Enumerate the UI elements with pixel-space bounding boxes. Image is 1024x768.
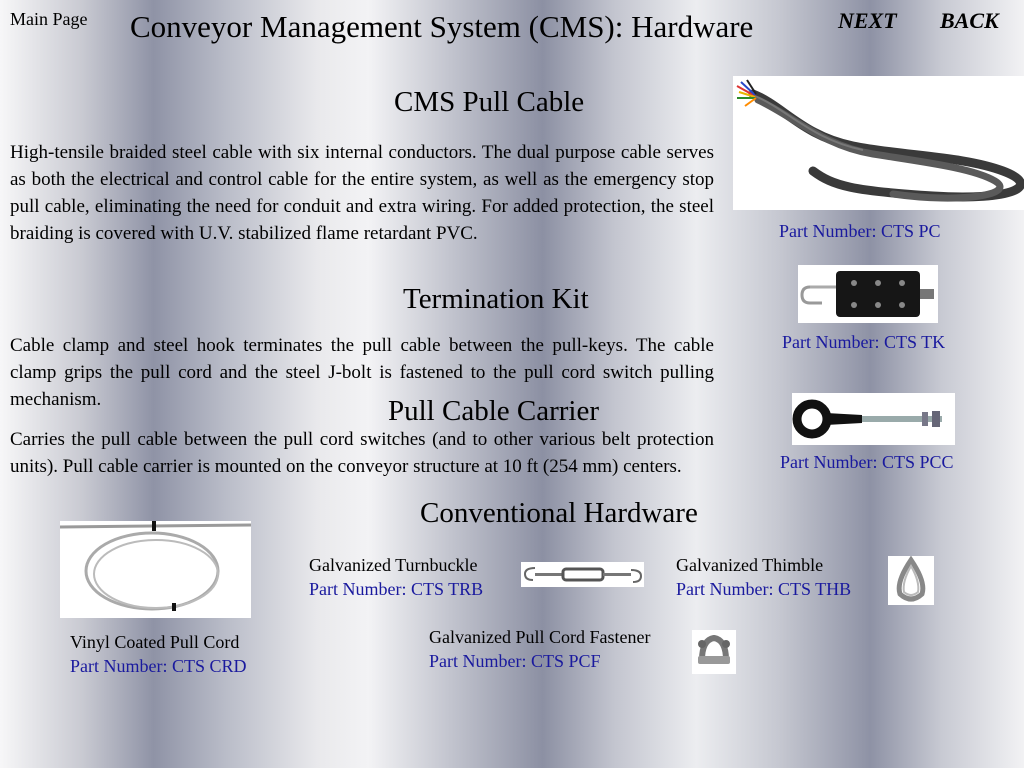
fastener-label	[429, 625, 650, 673]
turnbuckle-label	[309, 553, 483, 601]
pull-cable-image	[733, 76, 1024, 210]
thimble-label	[676, 553, 851, 601]
fastener-part-number: Part Number: CTS PCF	[429, 651, 601, 671]
turnbuckle-image	[521, 562, 644, 587]
carrier-heading: Pull Cable Carrier	[388, 395, 600, 427]
back-link[interactable]: BACK	[940, 8, 999, 33]
fastener-name: Galvanized Pull Cord Fastener	[429, 627, 651, 647]
termination-kit-part-number: Part Number: CTS TK	[782, 332, 946, 352]
carrier-description: Carries the pull cable between the pull cord switches (and to other various belt protection units). Pull cable carrier is mounted on the conveyor structure at 10 ft (254 mm) centers.	[10, 429, 714, 477]
thimble-part-number: Part Number: CTS THB	[676, 579, 852, 599]
page-title: Conveyor Management System (CMS): Hardware	[130, 9, 754, 44]
conventional-hardware-heading: Conventional Hardware	[420, 497, 698, 529]
pull-cord-image	[60, 521, 251, 618]
main-page-link[interactable]: Main Page	[10, 9, 88, 29]
termination-kit-description: Cable clamp and steel hook terminates the pull cable between the pull-keys. The cable clamp grips the pull cord and the steel J-bolt is fastened to the pull cord switch pulling mechanism.	[10, 335, 714, 410]
next-link[interactable]: NEXT	[838, 8, 897, 33]
thimble-name: Galvanized Thimble	[676, 555, 824, 575]
pull-cord-name: Vinyl Coated Pull Cord	[70, 632, 240, 652]
fastener-image	[692, 630, 736, 674]
termination-kit-image	[798, 265, 938, 323]
turnbuckle-name: Galvanized Turnbuckle	[309, 555, 478, 575]
termination-kit-heading: Termination Kit	[403, 283, 589, 315]
pull-cord-label	[70, 630, 247, 678]
carrier-part-number: Part Number: CTS PCC	[780, 452, 954, 472]
pull-cable-description: High-tensile braided steel cable with six internal conductors. The dual purpose cable serves as both the electrical and control cable for the entire system, as well as the emergency stop pull cable, eliminating the need for conduit and extra wiring. For added protection, the steel braiding is covered with U.V. stabilized flame retardant PVC.	[10, 142, 714, 244]
thimble-image	[888, 556, 934, 605]
pull-cable-heading: CMS Pull Cable	[394, 86, 585, 118]
pull-cable-part-number: Part Number: CTS PC	[779, 221, 941, 241]
turnbuckle-part-number: Part Number: CTS TRB	[309, 579, 484, 599]
pull-cord-part-number: Part Number: CTS CRD	[70, 656, 247, 676]
carrier-image	[792, 393, 955, 445]
